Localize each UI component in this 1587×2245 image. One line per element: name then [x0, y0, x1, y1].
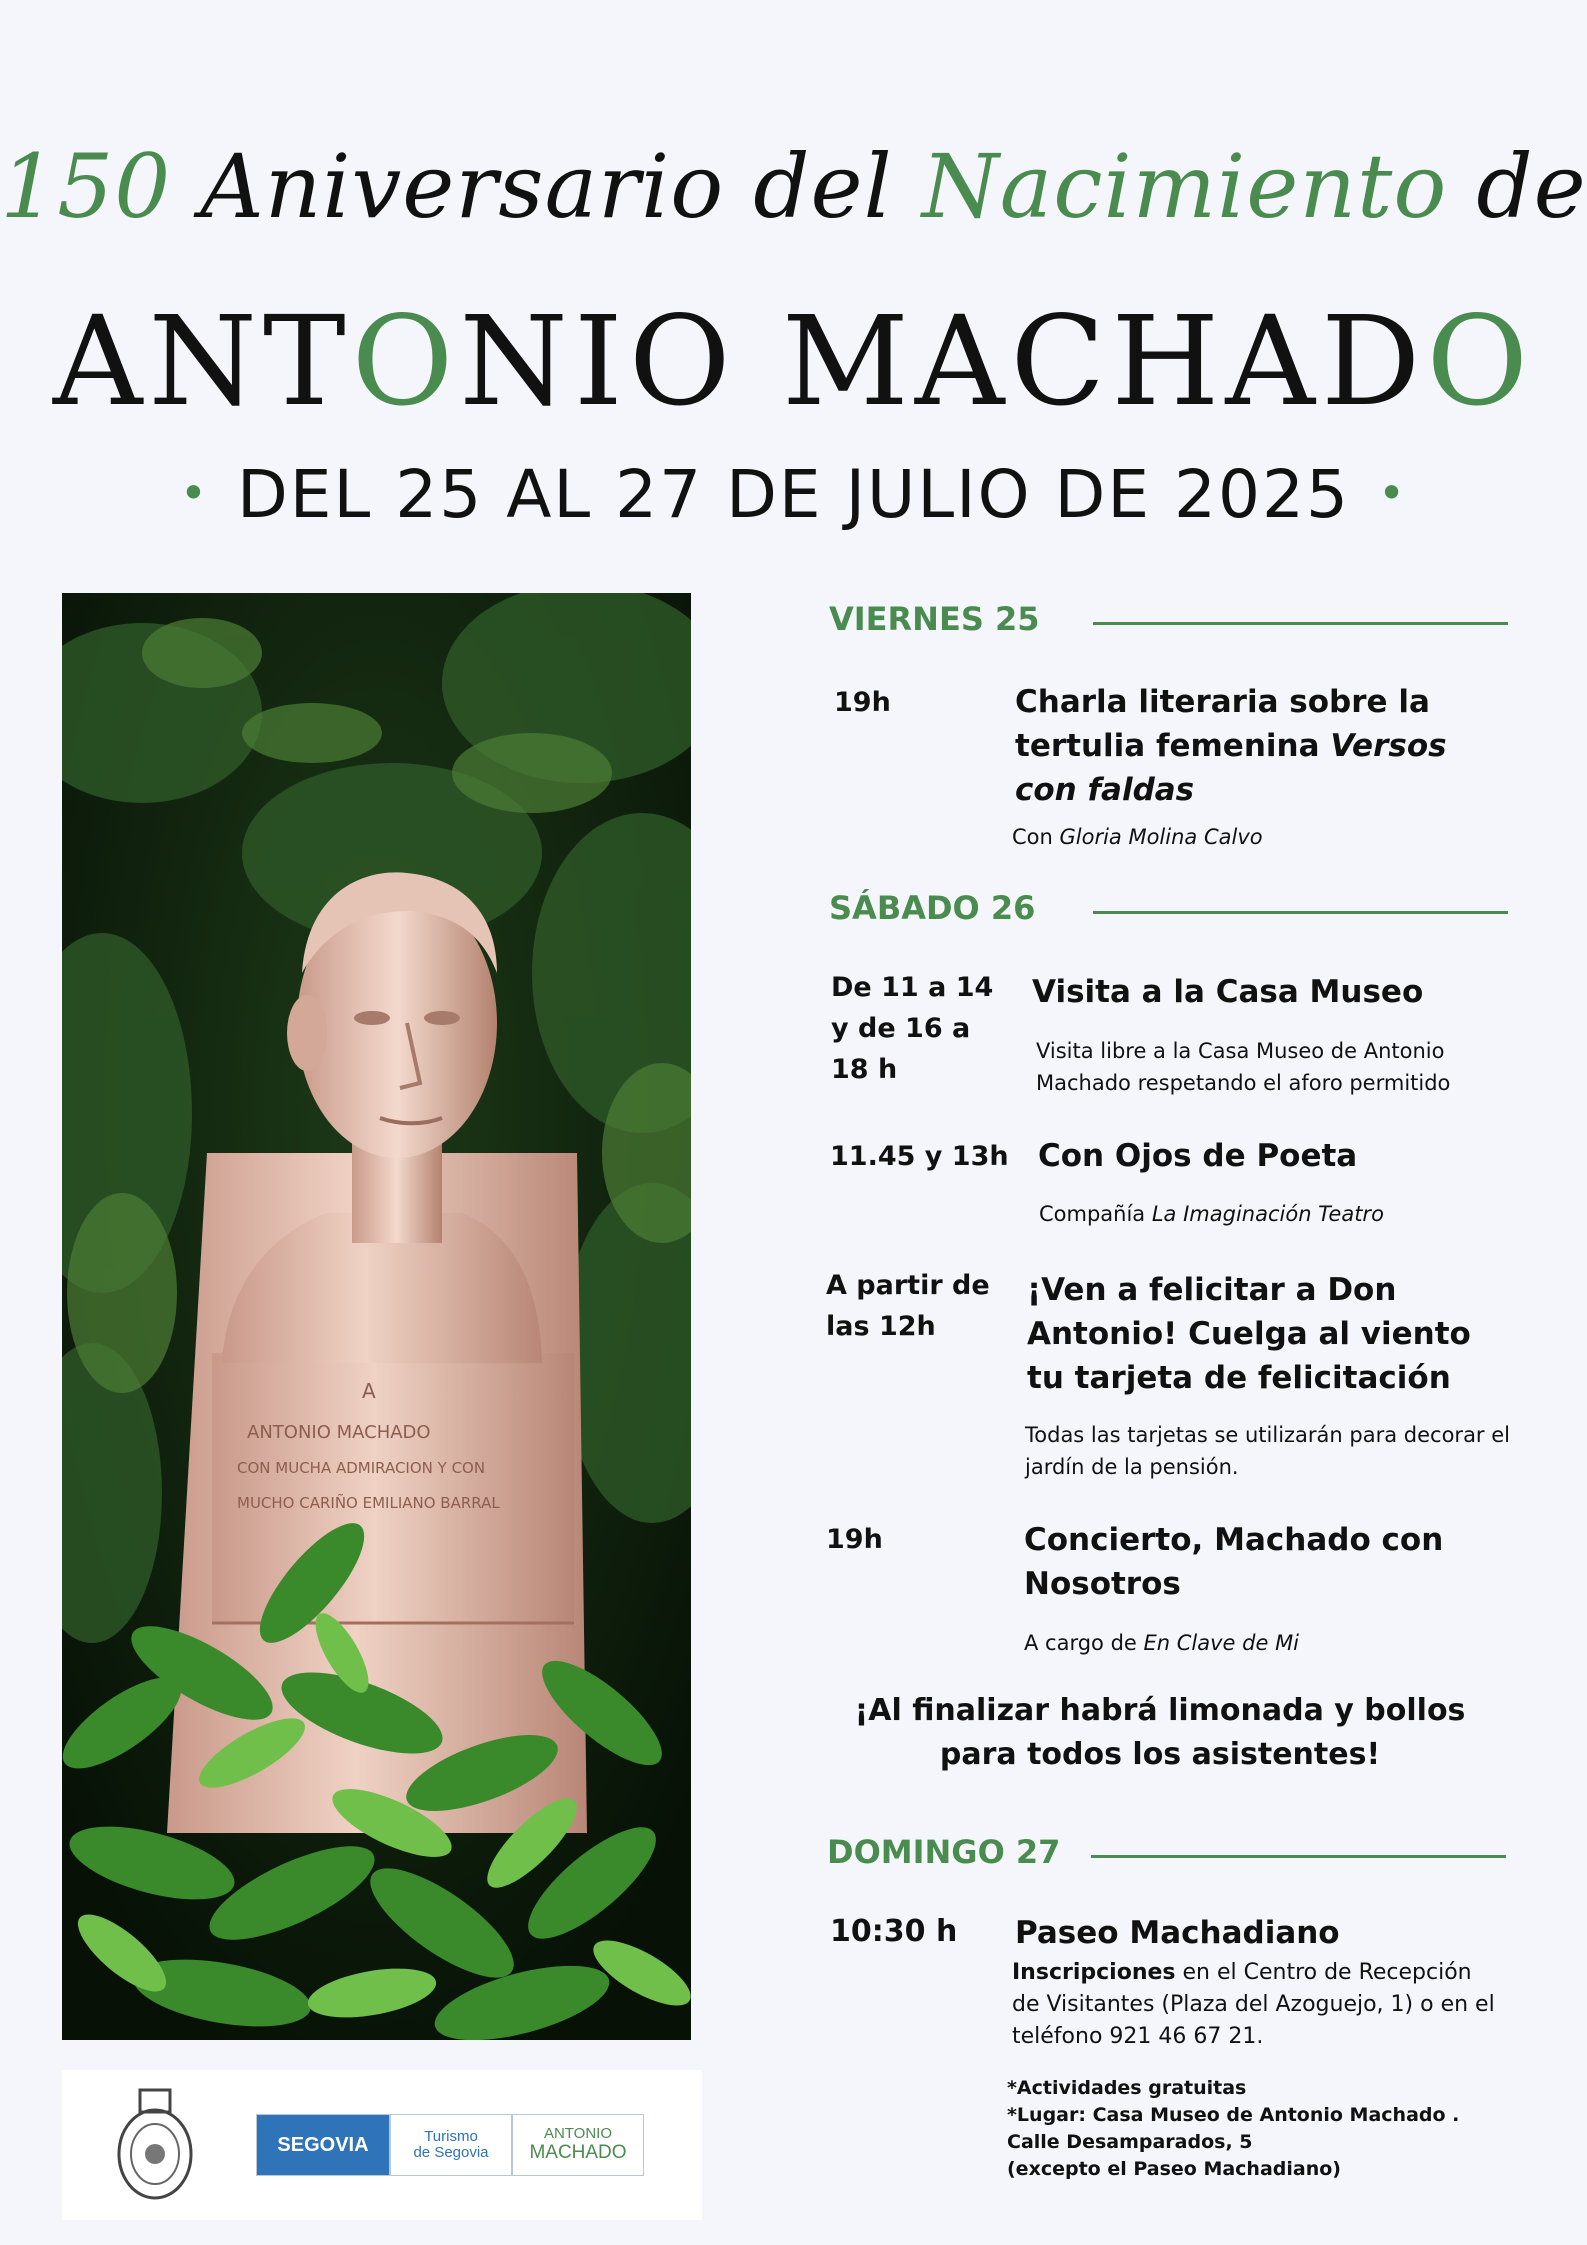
anniversary-subtitle — [0, 135, 1587, 238]
event-subtitle: Todas las tarjetas se utilizarán para decorar el jardín de la pensión. — [1025, 1423, 1510, 1479]
event-subtitle-italic: La Imaginación Teatro — [1151, 1202, 1384, 1226]
date-range-text: DEL 25 AL 27 DE JULIO DE 2025 — [236, 456, 1350, 533]
event-subtitle — [1024, 1627, 1494, 1659]
am-logo-line1: ANTONIO — [543, 2125, 613, 2143]
day-heading-sabado: SÁBADO 26 — [829, 889, 1036, 927]
bullet-dot-left: • — [179, 465, 209, 520]
segovia-logo-text: SEGOVIA — [277, 2133, 369, 2156]
event-subtitle — [1039, 1198, 1509, 1230]
day-divider-domingo — [1091, 1855, 1506, 1858]
anniversary-tail: de — [1476, 135, 1587, 238]
footnote-line: *Actividades gratuitas — [1007, 2077, 1247, 2099]
event-subtitle-text: A cargo de — [1024, 1631, 1144, 1655]
title-part-2: NIO MACHAD — [459, 290, 1427, 434]
event-title-text: Charla literaria sobre la tertulia femenina — [1015, 684, 1430, 764]
plinth-inscription-1: A — [362, 1379, 376, 1403]
event-time: 10:30 h — [830, 1914, 958, 1949]
footnote-line: *Lugar: Casa Museo de Antonio Machado . — [1007, 2104, 1460, 2126]
turismo-logo-line2: de Segovia — [413, 2144, 489, 2161]
closing-message: ¡Al finalizar habrá limonada y bollos para todos los asistentes! — [854, 1693, 1466, 1772]
event-title: Paseo Machadiano — [1015, 1915, 1340, 1951]
footnote-line: (excepto el Paseo Machadiano) — [1007, 2158, 1341, 2180]
title-green-o-1: O — [351, 290, 460, 434]
page-title — [0, 290, 1587, 434]
plinth-inscription-4: MUCHO CARIÑO EMILIANO BARRAL — [237, 1494, 500, 1512]
turismo-logo-line1: Turismo — [424, 2127, 478, 2145]
event-time: 19h — [826, 1524, 883, 1555]
anniversary-word: Aniversario del — [200, 135, 893, 238]
event-subtitle-text: Compañía — [1039, 1202, 1152, 1226]
event-time: 19h — [834, 687, 891, 718]
event-time: A partir de las 12h — [826, 1270, 990, 1342]
event-title: Con Ojos de Poeta — [1038, 1138, 1358, 1174]
sponsor-logos-strip — [62, 2070, 702, 2220]
event-subtitle-text: Con — [1012, 825, 1060, 849]
day-divider-sabado — [1093, 911, 1508, 914]
day-heading-domingo: DOMINGO 27 — [827, 1833, 1061, 1871]
event-subtitle: Visita libre a la Casa Museo de Antonio Machado respetando el aforo permitido — [1036, 1039, 1451, 1095]
date-range — [0, 456, 1587, 533]
title-part-1: ANT — [52, 290, 352, 434]
event-title: Concierto, Machado con Nosotros — [1024, 1522, 1444, 1602]
event-time: 11.45 y 13h — [830, 1141, 1009, 1172]
anniversary-green-word: Nacimiento — [921, 135, 1448, 238]
antonio-machado-logo — [512, 2114, 644, 2176]
title-green-o-2: O — [1426, 290, 1535, 434]
bullet-dot-right: • — [1378, 465, 1408, 520]
footnote-line: Calle Desamparados, 5 — [1007, 2131, 1253, 2153]
event-subtitle-italic: En Clave de Mi — [1143, 1631, 1300, 1655]
event-subtitle-text: en el Centro de Recepción de Visitantes (Plaza del Azoguejo, 1) o en el teléfono 921 46 67 21. — [1012, 1960, 1495, 2049]
event-time: De 11 a 14 y de 16 a 18 h — [831, 972, 994, 1085]
am-logo-line2: MACHADO — [529, 2141, 627, 2163]
event-subtitle — [1012, 1957, 1502, 2053]
event-subtitle — [1012, 821, 1512, 853]
turismo-segovia-logo — [390, 2114, 512, 2176]
day-heading-viernes: VIERNES 25 — [829, 600, 1040, 638]
event-subtitle-italic: Gloria Molina Calvo — [1059, 825, 1263, 849]
event-title: Visita a la Casa Museo — [1032, 974, 1424, 1010]
footnotes — [1007, 2075, 1467, 2183]
day-divider-viernes — [1093, 622, 1508, 625]
plinth-inscription-3: CON MUCHA ADMIRACION Y CON — [237, 1459, 486, 1477]
event-title — [1015, 680, 1495, 812]
plinth-inscription-2: ANTONIO MACHADO — [247, 1422, 431, 1443]
segovia-coat-of-arms-icon — [110, 2082, 200, 2208]
event-title: ¡Ven a felicitar a Don Antonio! Cuelga al viento tu tarjeta de felicitación — [1027, 1272, 1471, 1396]
event-title-italic: Versos con faldas — [1015, 728, 1447, 808]
anniversary-number: 150 — [0, 135, 172, 238]
segovia-logo — [256, 2114, 390, 2176]
event-subtitle-bold: Inscripciones — [1012, 1960, 1176, 1985]
bust-photo — [62, 593, 691, 2040]
